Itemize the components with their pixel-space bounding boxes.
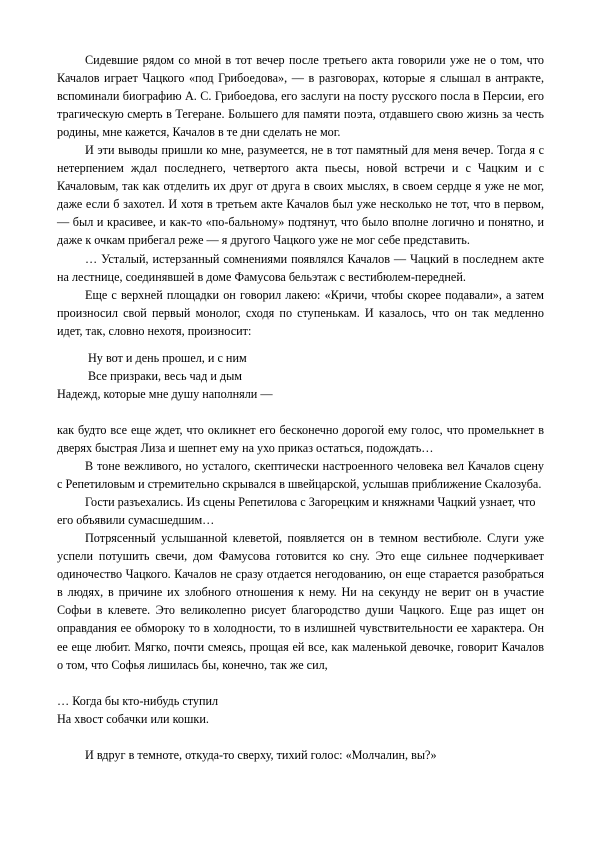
body-text-column <box>57 51 544 764</box>
verse-spacer-bottom-2 <box>57 728 544 746</box>
verse-line: … Когда бы кто-нибудь ступил <box>57 693 219 708</box>
verse-spacer-top-2 <box>57 674 544 692</box>
paragraph-1: Сидевшие рядом со мной в тот вечер после третьего акта говорили уже не о том, что Качалов играет Чацкого «под Грибоедова», — в разговорах, которые я слышал в антракте, вспоминали биографию А. С. Грибоедова, его заслуги на посту русского посла в Персии, его трагическую смерть в Тегеране. Большего для памяти поэта, отдавшего свою жизнь за честь родины, мне кажется, Качалов в те дни сделать не мог. <box>57 53 544 140</box>
paragraph-8: Потрясенный услышанной клеветой, появляется он в темном вестибюле. Слуги уже успели потушить свечи, дом Фамусова готовится ко сну. Это еще сильнее подчеркивает одиночество Чацкого. Качалов не сразу отдается негодованию, он еще старается разобраться в людях, в причине их злобного отношения к нему. Ни на секунду не верит он в участие Софьи в клевете. Это великолепно рисует благородство души Чацкого. Еще раз ищет он оправдания ее обмороку то в холодности, то в излишней чувствительности ее характера. Он ее еще любит. Мягко, почти смеясь, прощая ей все, как маленькой девочке, говорит Качалов о том, что Софья лишилась бы, конечно, так же сил, <box>57 531 544 672</box>
verse-line: Ну вот и день прошел, и с ним <box>88 350 247 365</box>
verse-block-1 <box>57 349 544 403</box>
paragraph-4: Еще с верхней площадки он говорил лакею: «Кричи, чтобы скорее подавали», а затем произносил свой первый монолог, сходя по ступенькам. И казалось, что он так медленно идет, так, словно нехотя, произносит: <box>57 287 544 338</box>
verse-spacer-top-1 <box>57 340 544 349</box>
verse-spacer-bottom-1 <box>57 403 544 421</box>
paragraph-2: И эти выводы пришли ко мне, разумеется, не в тот памятный для меня вечер. Тогда я с нетерпением ждал последнего, четвертого акта пьесы, новой встречи и с Чацким и с Качаловым, так как отделить их друг от друга в своих мыслях, в своем сердце я уже не мог, даже если б захотел. И хотя в третьем акте Качалов был уже несколько не тот, что в первом, — был и красивее, и как-то «по-бальному» подтянут, что было вполне логично и понятно, и даже к очкам прибегал реже — я другого Чацкого уже не мог себе представить. <box>57 143 544 248</box>
verse-block-2 <box>57 692 544 728</box>
verse-line: На хвост собачки или кошки. <box>57 711 209 726</box>
paragraph-9: И вдруг в темноте, откуда-то сверху, тихий голос: «Молчалин, вы?» <box>85 747 437 762</box>
verse-line: Все призраки, весь чад и дым <box>88 368 243 383</box>
paragraph-7: Гости разъехались. Из сцены Репетилова с Загорецким и княжнами Чацкий узнает, что его объявили сумасшедшим… <box>57 495 536 528</box>
paragraph-5: как будто все еще ждет, что окликнет его бесконечно дорогой ему голос, что промелькнет в дверях быстрая Лиза и шепнет ему на ухо приказ остаться, подождать… <box>57 422 544 455</box>
paragraph-3: … Усталый, истерзанный сомнениями появлялся Качалов — Чацкий в последнем акте на лестнице, соединявшей в доме Фамусова бельэтаж с вестибюлем-передней. <box>57 251 544 284</box>
verse-line: Надежд, которые мне душу наполняли — <box>57 386 273 401</box>
paragraph-6: В тоне вежливого, но усталого, скептически настроенного человека вел Качалов сцену с Репетиловым и стремительно скрывался в швейцарской, услышав приближение Скалозуба. <box>57 459 544 492</box>
